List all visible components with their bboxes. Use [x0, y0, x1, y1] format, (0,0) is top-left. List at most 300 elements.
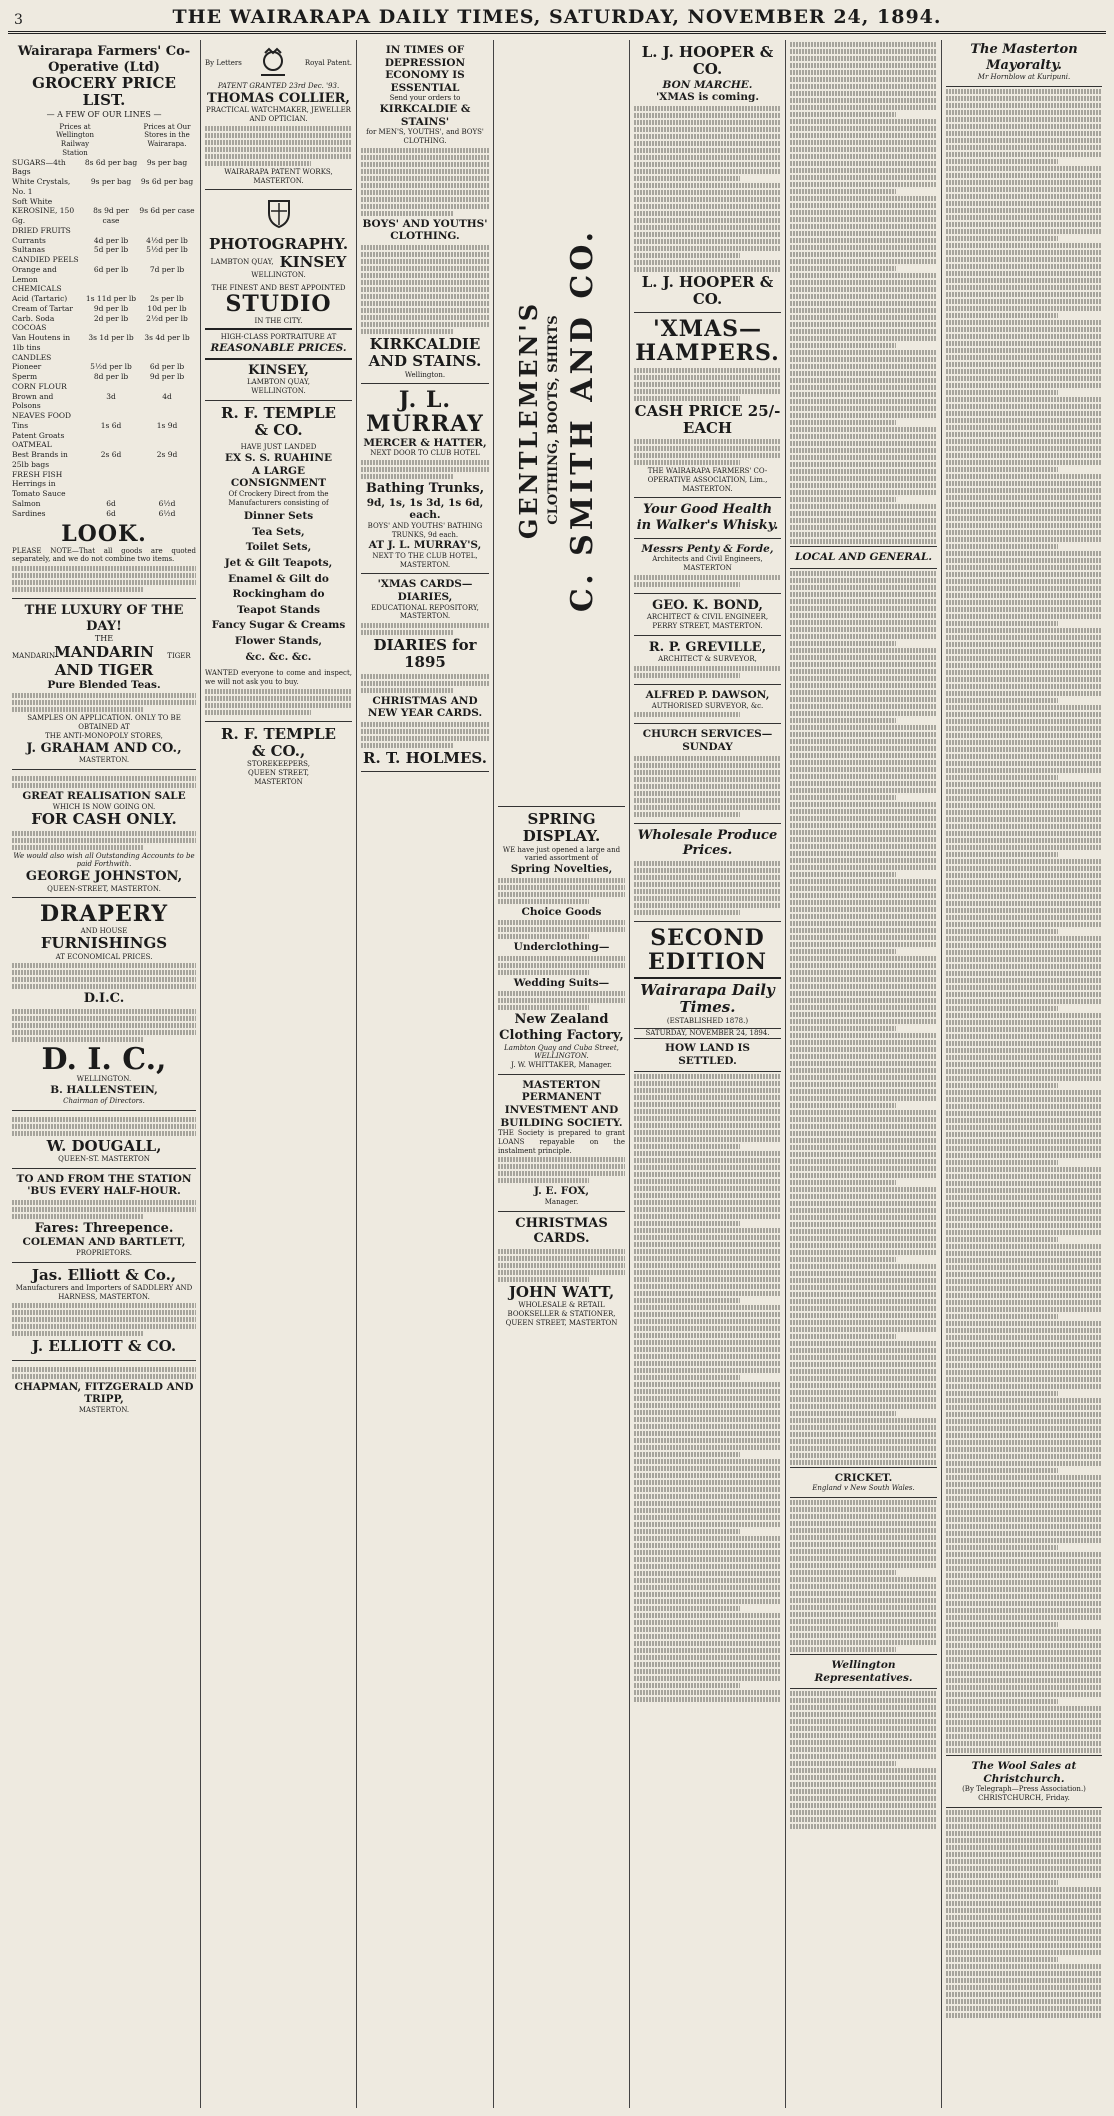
columns — [8, 40, 1106, 2108]
cricket-section — [790, 1467, 937, 1498]
find-text: Send your orders to — [389, 94, 461, 103]
crockery-item: Flower Stands, — [234, 635, 323, 647]
watt-ad — [498, 1212, 625, 1332]
price-row — [12, 226, 196, 236]
consignment: A LARGE CONSIGNMENT — [230, 464, 327, 490]
fox-name: J. E. FOX, — [534, 1185, 589, 1198]
wool-place: CHRISTCHURCH, Friday. — [978, 1793, 1070, 1802]
price-item: Sultanas — [12, 245, 46, 255]
hampers-ad — [634, 313, 781, 498]
elliott2-name: J. ELLIOTT & CO. — [31, 1337, 177, 1356]
local-general — [790, 546, 937, 569]
crockery-item: &c. &c. &c. — [245, 650, 312, 663]
kinsey-town: WELLINGTON. — [251, 270, 306, 279]
crockery-item: Fancy Sugar & Creams — [211, 619, 346, 632]
murray2-address: NEXT TO THE CLUB HOTEL, — [372, 551, 478, 560]
crockery-item: Tea Sets, — [252, 525, 305, 538]
price-item: COCOAS — [12, 323, 47, 333]
price-row — [12, 265, 196, 285]
greville-ad — [634, 636, 781, 685]
photography-heading: PHOTOGRAPHY. — [208, 235, 349, 254]
price-row — [12, 158, 196, 178]
wanted-text: WANTED everyone to come and inspect, we will not ask you to buy. — [205, 669, 352, 686]
price-wairarapa: 1s 9d — [156, 420, 178, 430]
murray-ad — [361, 384, 489, 574]
drapery-sub: AND HOUSE — [80, 926, 128, 935]
price-item: Sardines — [12, 508, 46, 518]
johnston-ad — [12, 770, 196, 898]
price-wairarapa: 3s 4d per lb — [144, 333, 190, 343]
price-item: Tins — [12, 420, 29, 430]
grocery-price-table — [12, 158, 196, 519]
kinsey2-town: WELLINGTON. — [251, 386, 306, 395]
royal-crest-icon — [255, 47, 291, 79]
mayoralty-article — [946, 40, 1102, 87]
price-row — [12, 206, 196, 226]
wedding-suits: Wedding Suits— — [513, 976, 610, 989]
hallenstein-role: Chairman of Directors. — [63, 1096, 145, 1105]
crockery-text: Of Crockery Direct from the Manufacturers consisting of — [228, 489, 329, 507]
tea-ad — [12, 599, 196, 770]
price-wellington — [84, 255, 138, 265]
boys-clothing: BOYS' AND YOUTHS' CLOTHING. — [362, 217, 488, 243]
price-wairarapa — [138, 440, 196, 450]
cash-only: FOR CASH ONLY. — [31, 810, 177, 829]
wool-sales — [946, 1755, 1102, 1808]
price-wellington: 1s 6d — [100, 420, 122, 430]
price-wellington: 8s 9d per case — [93, 206, 129, 226]
bond-address: PERRY STREET, MASTERTON. — [652, 621, 763, 630]
nz-address: Lambton Quay and Cuba Street, WELLINGTON. — [504, 1043, 619, 1061]
price-item: Sperm — [12, 372, 38, 382]
price-wellington: 2s 6d — [100, 450, 122, 460]
storekeepers: STOREKEEPERS, — [247, 760, 310, 769]
grocery-price-heading: GROCERY PRICE LIST. — [32, 74, 176, 110]
price-wairarapa: 2s 9d — [156, 450, 178, 460]
price-item: Cream of Tartar — [12, 303, 73, 313]
penty-role: Architects and Civil Engineers, — [652, 555, 763, 564]
bond-role: ARCHITECT & CIVIL ENGINEER, — [646, 613, 769, 622]
price-wellington — [84, 431, 138, 441]
hallenstein-name: B. HALLENSTEIN, — [50, 1084, 158, 1097]
price-item: Carb. Soda — [12, 313, 55, 323]
masthead — [8, 4, 1106, 34]
kirkcaldie-ad — [361, 40, 489, 384]
christmas-cards: CHRISTMAS CARDS. — [515, 1215, 608, 1247]
bus-ad — [12, 1169, 196, 1263]
temple2-name: R. F. TEMPLE — [221, 724, 336, 743]
mayoralty-heading: The Masterton Mayoralty. — [970, 42, 1078, 73]
price-wairarapa — [138, 226, 196, 236]
finest-text: THE FINEST AND BEST APPOINTED — [211, 283, 346, 292]
price-row — [12, 509, 196, 519]
dic-small: D.I.C. — [83, 991, 125, 1007]
price-wellington — [84, 323, 138, 333]
accounts-text: We would also wish all Outstanding Accounts to be paid Forthwith. — [13, 851, 195, 869]
price-wellington: 2d per lb — [93, 313, 129, 323]
price-wellington: 3d — [106, 391, 116, 401]
royal-right: Royal Patent. — [304, 58, 352, 67]
kinsey-name: KINSEY — [279, 252, 347, 271]
dic-large: D. I. C., — [41, 1041, 167, 1077]
spring-text: WE have just opened a large and varied assortment of — [502, 845, 621, 863]
tea-shop: THE ANTI-MONOPOLY STORES, — [45, 731, 163, 740]
bon-marche: BON MARCHE. — [662, 78, 753, 91]
hooper-ad — [634, 40, 781, 313]
column-1 — [8, 40, 200, 2108]
price-wellington — [84, 440, 138, 450]
coleman-name: COLEMAN AND BARTLETT, — [22, 1236, 186, 1249]
price-wellington: 8s 6d per bag — [84, 157, 138, 167]
crockery-item: Enamel & Gilt do — [228, 572, 329, 585]
price-item: KEROSINE, 150 Gg. — [12, 206, 75, 226]
luxury-heading: THE LUXURY OF THE DAY! — [24, 603, 184, 634]
collier-sub: PRACTICAL WATCHMAKER, JEWELLER AND OPTICIAN. — [206, 106, 351, 124]
newspaper-title: THE WAIRARAPA DAILY TIMES, SATURDAY, NOVEMBER 24, 1894. — [172, 6, 942, 28]
tea-title-the: THE — [94, 634, 114, 644]
church-services — [634, 724, 781, 823]
crockery-item: Jet & Gilt Teapots, — [224, 557, 333, 570]
tea-title-mandarin: MANDARIN — [54, 643, 154, 662]
price-item: Currants — [12, 235, 46, 245]
temple-name: R. F. TEMPLE — [221, 403, 336, 422]
price-row — [12, 499, 196, 509]
tea-left-label: MANDARIN — [12, 652, 56, 661]
price-wairarapa: 4½d per lb — [146, 235, 188, 245]
farmers-heading: Wairarapa Farmers' Co-Operative (Ltd) — [17, 44, 191, 75]
column-6 — [785, 40, 941, 2108]
church-heading: CHURCH SERVICES—SUNDAY — [642, 728, 773, 753]
price-item: Van Houtens in 1lb tins — [12, 333, 71, 352]
wool-heading: The Wool Sales at Christchurch. — [971, 1759, 1077, 1785]
vertical-clothing-ad — [494, 40, 620, 800]
graham-name: J. GRAHAM AND CO., — [26, 740, 182, 756]
wool-sub: (By Telegraph—Press Association.) — [962, 1785, 1086, 1794]
vertical-clothing: CLOTHING, BOOTS, SHIRTS — [546, 315, 561, 525]
price-header-wellington: Prices at Wellington Railway Station — [55, 122, 94, 157]
spring-novelties: Spring Novelties, — [510, 863, 613, 875]
column-2 — [200, 40, 356, 2108]
price-wairarapa — [138, 197, 196, 207]
tea-samples: SAMPLES ON APPLICATION. ONLY TO BE OBTAINED AT — [27, 714, 181, 732]
price-row — [12, 304, 196, 314]
xmas-coming: 'XMAS is coming. — [655, 91, 760, 104]
nz-clothing-factory: New Zealand Clothing Factory, — [499, 1012, 624, 1043]
nz-manager: J. W. WHITTAKER, Manager. — [511, 1061, 612, 1070]
elliott-sub: Manufacturers and Importers of SADDLERY AND HARNESS, MASTERTON. — [15, 1283, 193, 1301]
look-text: PLEASE NOTE—That all goods are quoted separately, and we do not combine two items. — [12, 546, 196, 564]
price-header-wairarapa: Prices at Our Stores in the Wairarapa. — [143, 122, 191, 149]
price-item: Best Brands in 25lb bags — [12, 450, 68, 469]
queen-street: QUEEN STREET, — [247, 768, 310, 777]
reasonable-prices: REASONABLE PRICES. — [210, 342, 347, 355]
price-item: OATMEAL — [12, 440, 52, 450]
price-item: Patent Groats — [12, 430, 65, 440]
just-landed: HAVE JUST LANDED — [240, 443, 317, 452]
price-wairarapa: 2½d per lb — [146, 313, 188, 323]
tea-sub: Pure Blended Teas. — [47, 678, 161, 691]
price-wairarapa: 2s per lb — [150, 294, 184, 304]
bond-ad — [634, 594, 781, 636]
price-wairarapa — [138, 353, 196, 363]
price-wellington — [84, 411, 138, 421]
diaries-1895: DIARIES for 1895 — [373, 636, 477, 672]
column-7 — [941, 40, 1106, 2108]
column-4 — [493, 40, 629, 2108]
price-item: CHEMICALS — [12, 284, 62, 294]
page-number: 3 — [14, 12, 23, 28]
temple-co: & CO. — [254, 420, 303, 439]
price-wairarapa: 10d per lb — [147, 303, 187, 313]
kinsey-ad — [205, 190, 352, 400]
cricket-sub: England v New South Wales. — [812, 1484, 915, 1493]
newspaper-page — [8, 4, 1106, 2108]
column-3 — [356, 40, 493, 2108]
price-row — [12, 323, 196, 333]
kirkcaldie-big: KIRKCALDIE AND STAINS. — [368, 335, 482, 371]
price-wairarapa: 9s per bag — [146, 157, 188, 167]
produce-heading: Wholesale Produce Prices. — [637, 827, 778, 859]
hooper2-name: L. J. HOOPER & CO. — [641, 272, 774, 308]
choice-goods: Choice Goods — [521, 905, 602, 918]
fares: Fares: Threepence. — [34, 1220, 174, 1236]
article-body — [634, 1074, 781, 1702]
johnston-name: GEORGE JOHNSTON, — [25, 869, 183, 885]
price-wellington — [84, 226, 138, 236]
price-item: Soft White — [12, 196, 53, 206]
spring-ad — [498, 807, 625, 1075]
price-wellington: 8d per lb — [93, 372, 129, 382]
price-wellington: 5½d per lb — [90, 362, 132, 372]
price-wairarapa: 6½d — [158, 498, 176, 508]
price-item: FRESH FISH — [12, 469, 63, 479]
price-row — [12, 421, 196, 431]
price-row — [12, 333, 196, 353]
price-row — [12, 353, 196, 363]
price-wellington: 5d per lb — [93, 245, 129, 255]
price-item: Orange and Lemon — [12, 264, 57, 284]
price-wellington — [84, 479, 138, 499]
kinsey2-name: KINSEY, — [248, 362, 309, 378]
price-wairarapa — [138, 255, 196, 265]
collier-ad — [205, 40, 352, 190]
price-item: CANDIED PEELS — [12, 255, 79, 265]
kinsey2-address: LAMBTON QUAY, — [247, 378, 310, 387]
coleman-role: PROPRIETORS. — [75, 1248, 133, 1257]
furnishings-sub: AT ECONOMICAL PRICES. — [55, 952, 153, 961]
price-row — [12, 411, 196, 421]
penty-ad — [634, 539, 781, 594]
christmas-new-year-cards: CHRISTMAS AND NEW YEAR CARDS. — [367, 694, 483, 720]
society-text: THE Society is prepared to grant LOANS repayable on the instalment principle. — [498, 1129, 625, 1155]
tea-title-tiger: AND TIGER — [54, 660, 154, 679]
price-item: White Crystals, No. 1 — [12, 177, 71, 196]
price-wairarapa: 9s 6d per case — [139, 206, 195, 216]
produce-prices — [634, 824, 781, 922]
wairarapa-works: WAIRARAPA PATENT WORKS, MASTERTON. — [224, 167, 333, 185]
chapman-name: CHAPMAN, FITZGERALD AND TRIPP, — [14, 1380, 194, 1406]
paper-name: Wairarapa Daily Times. — [640, 981, 775, 1017]
price-wairarapa: 5½d per lb — [146, 245, 188, 255]
price-row — [12, 294, 196, 304]
hooper-name: L. J. HOOPER & CO. — [641, 43, 774, 79]
price-wairarapa: 9s 6d per bag — [140, 177, 194, 187]
cricket-heading: CRICKET. — [834, 1471, 893, 1484]
price-row — [12, 314, 196, 324]
price-wellington: 3s 1d per lb — [88, 333, 134, 343]
price-wellington — [84, 197, 138, 207]
price-row — [12, 197, 196, 207]
whisky-ad — [634, 498, 781, 538]
price-row — [12, 431, 196, 441]
temple2-ad — [205, 722, 352, 791]
price-row — [12, 236, 196, 246]
watt-role: WHOLESALE & RETAIL BOOKSELLER & STATIONER, — [507, 1301, 616, 1318]
whisky-text: Your Good Health in Walker's Whisky. — [636, 502, 779, 533]
price-wairarapa — [138, 323, 196, 333]
second-edition-heading: SECOND EDITION — [647, 924, 768, 975]
holmes-name: R. T. HOLMES. — [363, 748, 487, 767]
price-item: Herrings in Tomato Sauce — [12, 479, 66, 499]
kirkcaldie-stains: KIRKCALDIE & STAINS' — [379, 103, 471, 128]
second-edition — [634, 922, 781, 1073]
royal-left: By Letters — [205, 58, 242, 67]
price-item: Salmon — [12, 498, 41, 508]
kirkcaldie-town: Wellington. — [404, 370, 446, 379]
collier-name: THOMAS COLLIER, — [207, 90, 350, 106]
studio-heading: STUDIO — [225, 291, 332, 318]
educational-repository: EDUCATIONAL REPOSITORY, MASTERTON. — [371, 603, 479, 621]
price-wairarapa: 6½d — [158, 508, 176, 518]
price-wellington — [84, 470, 138, 480]
price-row — [12, 362, 196, 372]
price-wellington — [84, 284, 138, 294]
greville-name: R. P. GREVILLE, — [648, 639, 767, 655]
price-wairarapa — [138, 479, 196, 499]
patent-date: PATENT GRANTED 23rd Dec. '93. — [217, 82, 340, 90]
murray-role: MERCER & HATTER, — [363, 436, 487, 449]
price-wellington: 9s per bag — [90, 177, 132, 187]
price-row — [12, 470, 196, 480]
price-wellington — [84, 382, 138, 392]
queen-town: MASTERTON — [254, 777, 303, 786]
dougall-ad — [12, 1111, 196, 1169]
chapman-town: MASTERTON. — [78, 1405, 130, 1414]
price-wairarapa — [138, 411, 196, 421]
price-wairarapa: 7d per lb — [149, 264, 185, 274]
price-wellington: 6d — [106, 508, 116, 518]
look-heading: LOOK. — [61, 521, 147, 548]
crockery-item: Rockingham do — [232, 588, 325, 601]
price-wairarapa: 9d per lb — [149, 372, 185, 382]
dawson-name: ALFRED P. DAWSON, — [645, 689, 770, 702]
column-5 — [629, 40, 785, 2108]
temple-ad — [205, 401, 352, 722]
elliott-name: Jas. Elliott & Co., — [31, 1265, 177, 1284]
price-wellington: 1s 11d per lb — [85, 294, 137, 304]
price-wellington: 9d per lb — [93, 303, 129, 313]
land-heading: HOW LAND IS SETTLED. — [665, 1042, 750, 1067]
portraiture: HIGH-CLASS PORTRAITURE AT — [220, 333, 337, 342]
bus-sub: 'BUS EVERY HALF-HOUR. — [27, 1185, 181, 1198]
watt-name: JOHN WATT, — [508, 1282, 615, 1301]
furnishings-heading: FURNISHINGS — [40, 934, 168, 953]
dawson-ad — [634, 685, 781, 724]
bathing-price: 9d, 1s, 1s 3d, 1s 6d, each. — [366, 496, 484, 522]
price-wairarapa — [138, 382, 196, 392]
price-row — [12, 177, 196, 197]
ruahine: EX S. S. RUAHINE — [225, 451, 332, 464]
crockery-item: Toilet Sets, — [245, 541, 312, 554]
watt-address: QUEEN STREET, MASTERTON — [505, 1318, 618, 1327]
bus-heading: TO AND FROM THE STATION — [16, 1172, 192, 1185]
dougall-address: QUEEN-ST. MASTERTON — [58, 1154, 150, 1163]
price-item: SUGARS—4th Bags — [12, 157, 66, 177]
mayoralty-sub: Mr Hornblow at Kuripuni. — [977, 73, 1071, 82]
price-wellington — [84, 353, 138, 363]
crockery-item: Dinner Sets — [243, 510, 314, 523]
vertical-smith: C. SMITH AND CO. — [565, 227, 600, 613]
price-row — [12, 372, 196, 382]
price-item: NEAVES FOOD — [12, 411, 72, 421]
cash-price: CASH PRICE 25/- EACH — [634, 401, 781, 437]
permanent-society: MASTERTON PERMANENT INVESTMENT AND BUILDING SOCIETY. — [500, 1078, 623, 1129]
murray-name: J. L. MURRAY — [366, 387, 484, 438]
wellington-reps-heading: Wellington Representatives. — [814, 1658, 913, 1684]
price-row — [12, 284, 196, 294]
price-wairarapa: 6d per lb — [149, 362, 185, 372]
murray2-town: MASTERTON. — [399, 560, 451, 569]
greville-role: ARCHITECT & SURVEYOR, — [658, 655, 757, 664]
fox-role: Manager. — [544, 1198, 579, 1207]
bond-name: GEO. K. BOND, — [652, 597, 763, 613]
crockery-list — [205, 510, 352, 663]
price-wellington: 4d per lb — [93, 235, 129, 245]
price-item: DRIED FRUITS — [12, 225, 71, 235]
murray2-name: AT J. L. MURRAY'S, — [368, 539, 482, 552]
murray-address: NEXT DOOR TO CLUB HOTEL — [370, 449, 480, 458]
established: (ESTABLISHED 1878.) — [666, 1016, 749, 1025]
farmers-co-op-ad — [12, 40, 196, 599]
price-row — [12, 245, 196, 255]
farmers-association: THE WAIRARAPA FARMERS' CO-OPERATIVE ASSOCIATION, Lim., MASTERTON. — [647, 467, 768, 493]
xmas-cards-diaries: 'XMAS CARDS—DIARIES, — [377, 578, 473, 603]
price-row — [12, 440, 196, 450]
price-item: CORN FLOUR — [12, 381, 67, 391]
graham-town: MASTERTON. — [78, 756, 130, 765]
local-general-heading: LOCAL AND GENERAL. — [794, 551, 933, 563]
tea-right-label: TIGER — [167, 652, 191, 661]
studio-sub: IN THE CITY. — [254, 316, 303, 325]
penty-town: MASTERTON — [683, 563, 732, 572]
realisation-sub: WHICH IS NOW GOING ON. — [52, 802, 156, 811]
price-wairarapa — [138, 284, 196, 294]
kinsey-lambton: LAMBTON QUAY, — [210, 257, 274, 266]
elliott-ad — [12, 1263, 196, 1361]
few-lines-heading: — A FEW OF OUR LINES — — [46, 109, 162, 119]
price-wairarapa — [138, 431, 196, 441]
penty-name: Messrs Penty & Forde, — [641, 542, 774, 555]
boys-bathing: BOYS' AND YOUTHS' BATHING TRUNKS, 9d each. — [367, 521, 483, 539]
dougall-name: W. DOUGALL, — [46, 1136, 162, 1155]
temple2-co: & CO., — [251, 741, 306, 760]
price-item: Brown and Polsons — [12, 391, 54, 411]
coat-of-arms-icon — [261, 197, 297, 229]
depression-text: IN TIMES OF DEPRESSION ECONOMY IS ESSENTIAL — [384, 44, 466, 94]
underclothing: Underclothing— — [513, 941, 610, 954]
price-item: Pioneer — [12, 362, 42, 372]
holmes-ad — [361, 574, 489, 772]
